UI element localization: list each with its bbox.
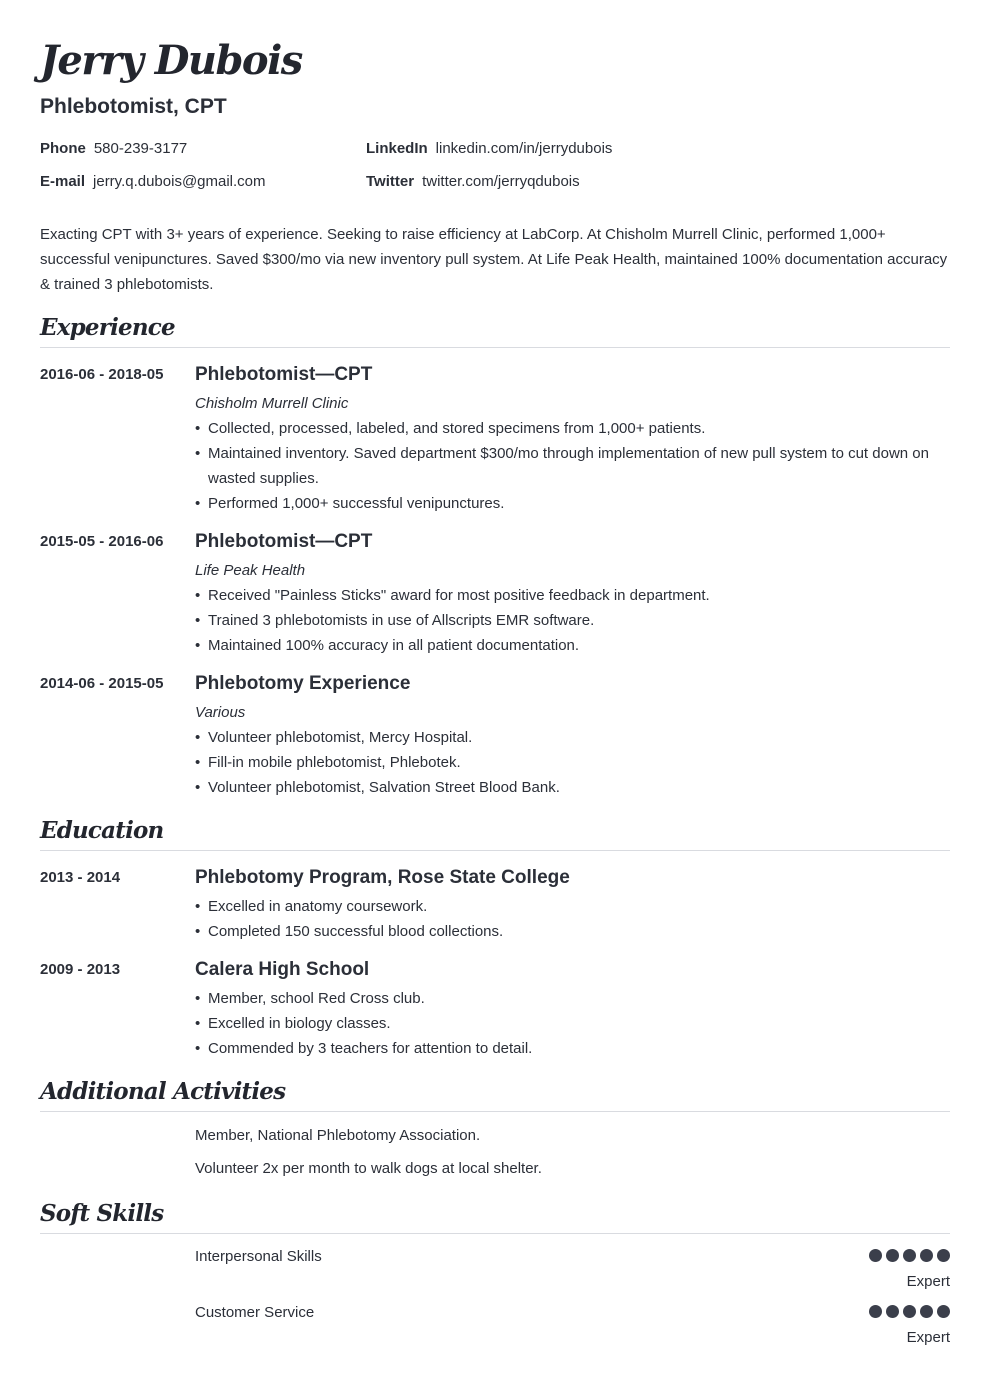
rating-dot bbox=[903, 1305, 916, 1318]
entry-date: 2015-05 - 2016-06 bbox=[40, 533, 164, 550]
entry-date: 2013 - 2014 bbox=[40, 869, 121, 886]
candidate-name: Jerry Dubois bbox=[40, 37, 302, 84]
entry-title: Phlebotomy Experience bbox=[195, 673, 411, 694]
bullet-item: • Excelled in biology classes. bbox=[195, 1011, 950, 1036]
contact-twitter bbox=[366, 170, 580, 194]
skill-rating bbox=[865, 1305, 950, 1321]
rating-dot bbox=[886, 1305, 899, 1318]
bullet-item: • Commended by 3 teachers for attention to detail. bbox=[195, 1036, 950, 1061]
contact-value[interactable]: twitter.com/jerryqdubois bbox=[422, 173, 580, 190]
contact-email bbox=[40, 170, 266, 194]
skill-row bbox=[40, 1245, 950, 1301]
contact-label: Twitter bbox=[366, 173, 415, 190]
bullet-item: • Fill-in mobile phlebotomist, Phlebotek. bbox=[195, 750, 950, 775]
bullet-item: • Maintained inventory. Saved department $300/mo through implementation of new pull system to cut down on wasted supplies. bbox=[195, 441, 950, 491]
contact-label: Phone bbox=[40, 140, 86, 157]
skill-level: Expert bbox=[906, 1329, 950, 1346]
entry-organization: Life Peak Health bbox=[195, 562, 306, 579]
entry-organization: Chisholm Murrell Clinic bbox=[195, 395, 349, 412]
bullet-list bbox=[195, 986, 950, 1061]
bullet-item: • Volunteer phlebotomist, Salvation Street Blood Bank. bbox=[195, 775, 950, 800]
summary: Exacting CPT with 3+ years of experience. Seeking to raise efficiency at LabCorp. At Chisholm Murrell Clinic, performed 1,000+ successful venipunctures. Saved $300/mo via new inventory pull system. At Life Peak Health, maintained 100% documentation accuracy & trained 3 phlebotomists. bbox=[40, 226, 948, 293]
rating-dot bbox=[920, 1249, 933, 1262]
bullet-item: • Excelled in anatomy coursework. bbox=[195, 894, 950, 919]
entry-date: 2014-06 - 2015-05 bbox=[40, 675, 164, 692]
contact-value[interactable]: linkedin.com/in/jerrydubois bbox=[435, 140, 613, 157]
contact-linkedin bbox=[366, 137, 612, 161]
experience-entry bbox=[40, 362, 950, 516]
job-title: Phlebotomist, CPT bbox=[40, 95, 227, 118]
skill-rating bbox=[865, 1249, 950, 1265]
activity-item: Member, National Phlebotomy Association. bbox=[195, 1127, 481, 1144]
contact-label: LinkedIn bbox=[366, 140, 428, 157]
contact-label: E-mail bbox=[40, 173, 86, 190]
section-heading-activities: Additional Activities bbox=[40, 1075, 950, 1112]
bullet-list bbox=[195, 583, 950, 658]
bullet-list bbox=[195, 894, 950, 944]
rating-dot bbox=[937, 1249, 950, 1262]
contact-value: 580-239-3177 bbox=[93, 140, 188, 157]
skill-level: Expert bbox=[906, 1273, 950, 1290]
bullet-list bbox=[195, 416, 950, 516]
bullet-item: • Completed 150 successful blood collections. bbox=[195, 919, 950, 944]
section-heading-skills: Soft Skills bbox=[40, 1197, 950, 1234]
education-entry bbox=[40, 865, 950, 944]
bullet-item: • Trained 3 phlebotomists in use of Allscripts EMR software. bbox=[195, 608, 950, 633]
rating-dot bbox=[869, 1249, 882, 1262]
contact-phone bbox=[40, 137, 187, 161]
rating-dot bbox=[920, 1305, 933, 1318]
contact-info bbox=[40, 137, 950, 203]
education-entry bbox=[40, 957, 950, 1061]
entry-organization: Various bbox=[195, 704, 246, 721]
bullet-item: • Maintained 100% accuracy in all patient documentation. bbox=[195, 633, 950, 658]
resume-page bbox=[40, 30, 950, 1357]
entry-date: 2016-06 - 2018-05 bbox=[40, 366, 164, 383]
skill-name: Customer Service bbox=[195, 1304, 315, 1321]
section-heading-experience: Experience bbox=[40, 311, 950, 348]
bullet-item: • Volunteer phlebotomist, Mercy Hospital. bbox=[195, 725, 950, 750]
contact-value[interactable]: jerry.q.dubois@gmail.com bbox=[93, 173, 266, 190]
entry-date: 2009 - 2013 bbox=[40, 961, 121, 978]
rating-dot bbox=[937, 1305, 950, 1318]
bullet-item: • Received "Painless Sticks" award for most positive feedback in department. bbox=[195, 583, 950, 608]
rating-dot bbox=[869, 1305, 882, 1318]
entry-title: Phlebotomy Program, Rose State College bbox=[195, 867, 570, 888]
bullet-list bbox=[195, 725, 950, 800]
experience-entry bbox=[40, 671, 950, 800]
entry-title: Phlebotomist—CPT bbox=[195, 364, 373, 385]
bullet-item: • Collected, processed, labeled, and stored specimens from 1,000+ patients. bbox=[195, 416, 950, 441]
section-heading-education: Education bbox=[40, 814, 950, 851]
bullet-item: • Member, school Red Cross club. bbox=[195, 986, 950, 1011]
entry-title: Phlebotomist—CPT bbox=[195, 531, 373, 552]
experience-entry bbox=[40, 529, 950, 658]
rating-dot bbox=[886, 1249, 899, 1262]
activity-item: Volunteer 2x per month to walk dogs at local shelter. bbox=[195, 1160, 542, 1177]
entry-title: Calera High School bbox=[195, 959, 370, 980]
bullet-item: • Performed 1,000+ successful venipunctures. bbox=[195, 491, 950, 516]
skill-name: Interpersonal Skills bbox=[195, 1248, 322, 1265]
rating-dot bbox=[903, 1249, 916, 1262]
skill-row bbox=[40, 1301, 950, 1357]
